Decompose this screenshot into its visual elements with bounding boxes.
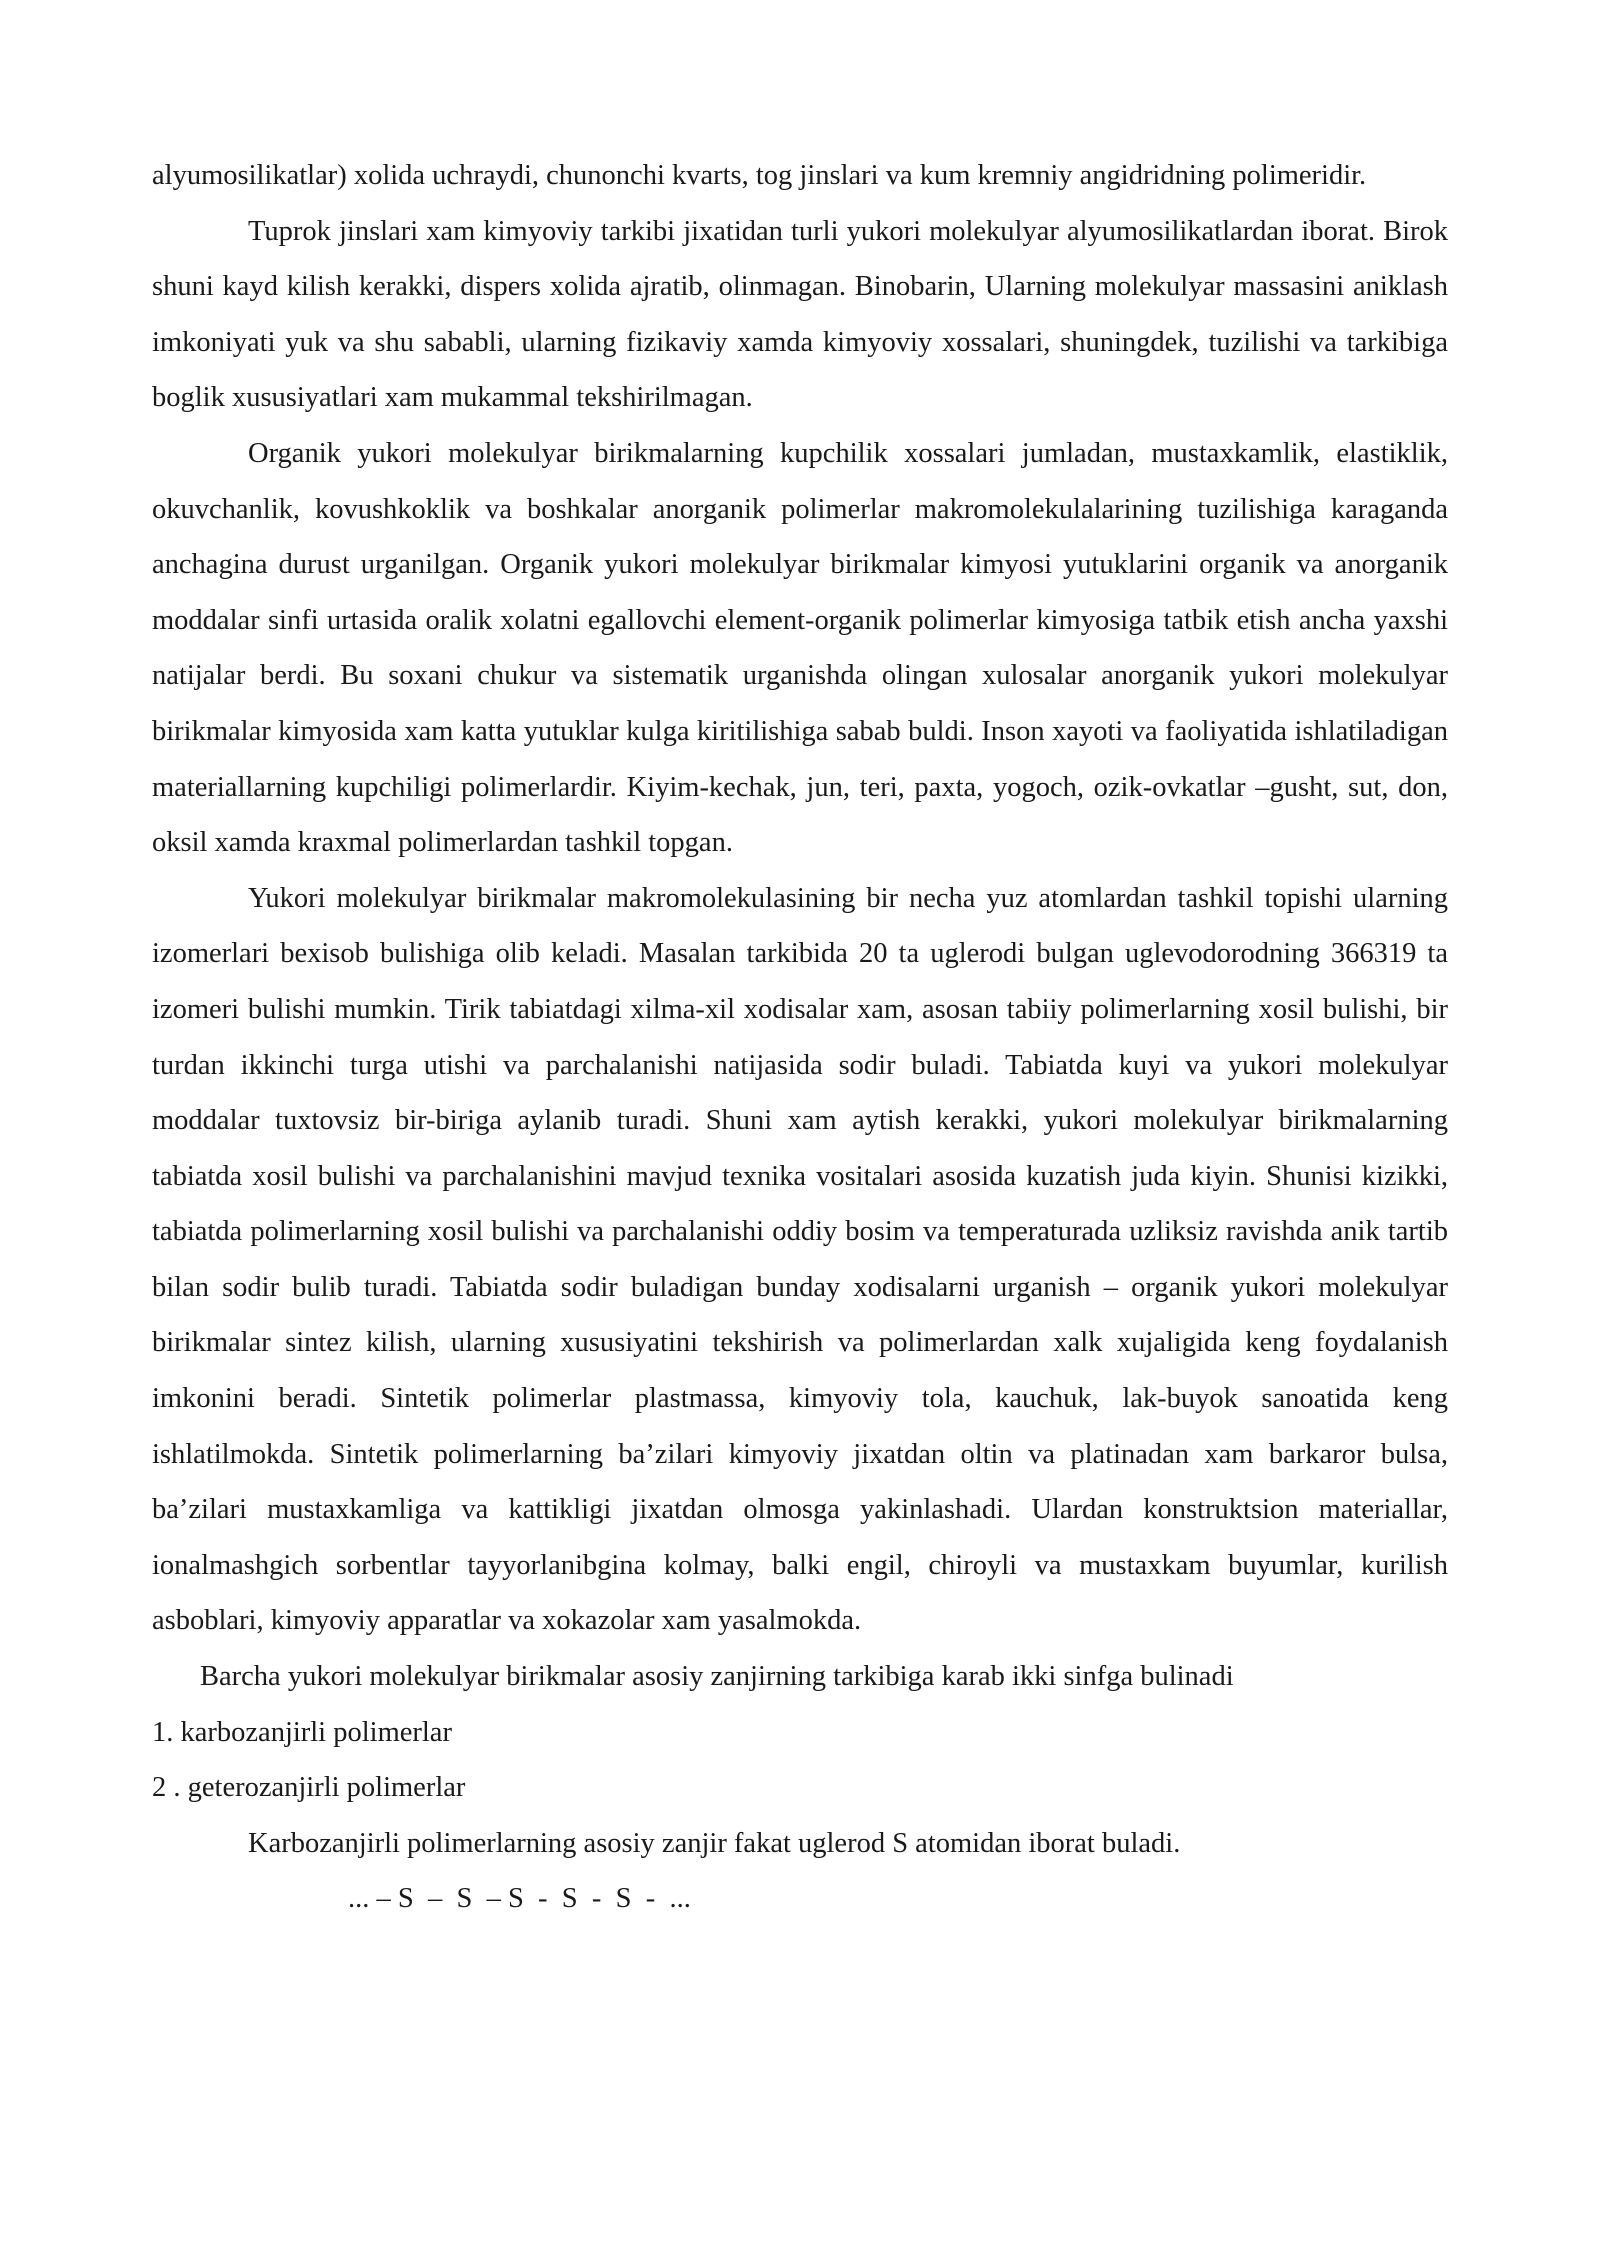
paragraph-soil-rocks: Tuprok jinslari xam kimyoviy tarkibi jixatidan turli yukori molekulyar alyumosilikatlardan iborat. Birok shuni kayd kilish kerakki, dispers xolida ajratib, olinmagan. Binobarin, Ularning molekulyar massasini aniklash imkoniyati yuk va shu sababli, ularning fizikaviy xamda kimyoviy xossalari, shuningdek, tuzilishi va tarkibiga boglik xususiyatlari xam mukammal tekshirilmagan. (152, 215, 1448, 414)
paragraph-continuation: alyumosilikatlar) xolida uchraydi, chunonchi kvarts, tog jinslari va kum kremniy angidridning polimeridir. (152, 160, 1367, 191)
document-page (152, 148, 1448, 1927)
paragraph-organic-properties: Organik yukori molekulyar birikmalarning kupchilik xossalari jumladan, mustaxkamlik, elastiklik, okuvchanlik, kovushkoklik va boshkalar anorganik polimerlar makromolekulalarining tuzilishiga karaganda anchagina durust urganilgan. Organik yukori molekulyar birikmalar kimyosi yutuklarini organik va anorganik moddalar sinfi urtasida oralik xolatni egallovchi element-organik polimerlar kimyosiga tatbik etish ancha yaxshi natijalar berdi. Bu soxani chukur va sistematik urganishda olingan xulosalar anorganik yukori molekulyar birikmalar kimyosida xam katta yutuklar kulga kiritilishiga sabab buldi. Inson xayoti va faoliyatida ishlatiladigan materiallarning kupchiligi polimerlardir. Kiyim-kechak, jun, teri, paxta, yogoch, ozik-ovkatlar –gusht, sut, don, oksil xamda kraxmal polimerlardan tashkil topgan. (152, 437, 1448, 859)
classification-intro: Barcha yukori molekulyar birikmalar asosiy zanjirning tarkibiga karab ikki sinfga bulinadi (200, 1661, 1234, 1693)
carbochain-sentence: Karbozanjirli polimerlarning asosiy zanjir fakat uglerod S atomidan iborat buladi. (248, 1827, 1181, 1859)
paragraph-macromolecules: Yukori molekulyar birikmalar makromolekulasining bir necha yuz atomlardan tashkil topishi ularning izomerlari bexisob bulishiga olib keladi. Masalan tarkibida 20 ta uglerodi bulgan uglevodorodning 366319 ta izomeri bulishi mumkin. Tirik tabiatdagi xilma-xil xodisalar xam, asosan tabiiy polimerlarning xosil bulishi, bir turdan ikkinchi turga utishi va parchalanishi natijasida sodir buladi. Tabiatda kuyi va yukori molekulyar moddalar tuxtovsiz bir-biriga aylanib turadi. Shuni xam aytish kerakki, yukori molekulyar birikmalarning tabiatda xosil bulishi va parchalanishini mavjud texnika vositalari asosida kuzatish juda kiyin. Shunisi kizikki, tabiatda polimerlarning xosil bulishi va parchalanishi oddiy bosim va temperaturada uzliksiz ravishda anik tartib bilan sodir bulib turadi. Tabiatda sodir buladigan bunday xodisalarni urganish – organik yukori molekulyar birikmalar sintez kilish, ularning xususiyatini tekshirish va polimerlardan xalk xujaligida keng foydalanish imkonini beradi. Sintetik polimerlar plastmassa, kimyoviy tola, kauchuk, lak-buyok sanoatida keng ishlatilmokda. Sintetik polimerlarning ba’zilari kimyoviy jixatdan oltin va platinadan xam barkaror bulsa, ba’zilari mustaxkamliga va kattikligi jixatdan olmosga yakinlashadi. Ulardan konstruktsion materiallar, ionalmashgich sorbentlar tayyorlanibgina kolmay, balki engil, chiroyli va mustaxkam buyumlar, kurilish asboblari, kimyoviy apparatlar va xokazolar xam yasalmokda. (152, 882, 1448, 1637)
carbon-chain-formula: ... – S – S – S - S - S - ... (348, 1883, 691, 1915)
list-item-carbochain: 1. karbozanjirli polimerlar (152, 1716, 452, 1748)
list-item-heterochain: 2 . geterozanjirli polimerlar (152, 1772, 466, 1804)
